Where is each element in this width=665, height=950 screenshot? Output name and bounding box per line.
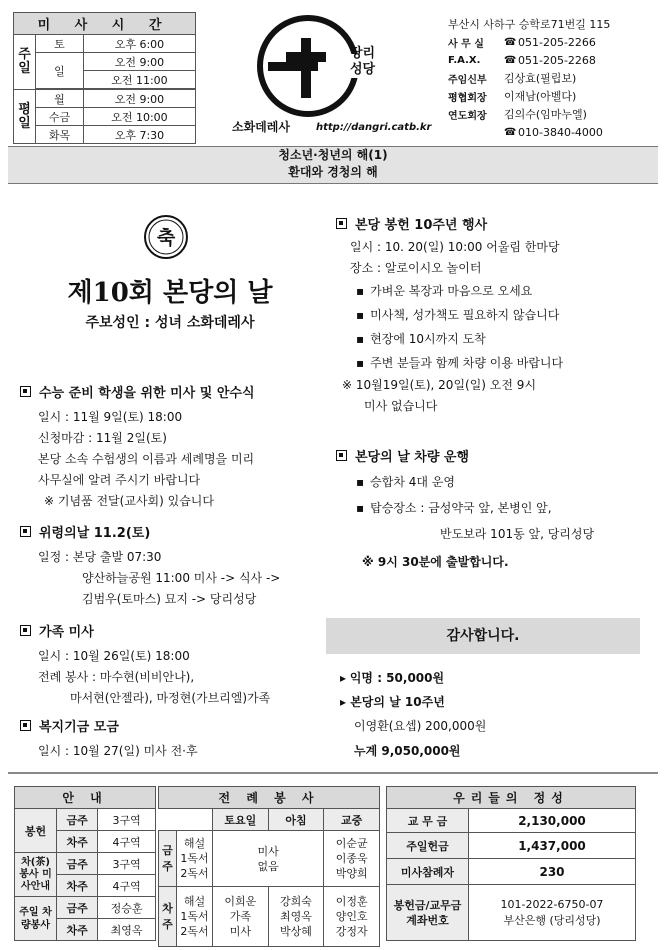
text-line: 일정 : 본당 출발 07:30 (38, 550, 162, 564)
mass-day: 일 (36, 53, 84, 89)
thanks-total: 누계 9,050,000원 (354, 744, 461, 758)
phone-icon: ☎ (504, 126, 517, 138)
parish-url[interactable]: http://dangri.catb.kr (316, 122, 432, 133)
mass-day: 토 (36, 35, 84, 53)
phone-icon: ☎ (504, 36, 517, 48)
liturgy-title: 전 례 봉 사 (159, 787, 380, 809)
logo-text: 소화데레사 (232, 120, 290, 134)
mass-day: 수금 (36, 108, 84, 126)
sunday-label: 주 일 (14, 35, 36, 90)
section-bullet-icon (336, 450, 347, 461)
row-next-week: 차주 (159, 887, 177, 947)
role-labels: 해설 1독서 2독서 (177, 831, 213, 887)
text-line: ※ 10월19일(토), 20일(일) 오전 9시 (342, 378, 537, 392)
bullet-item: ▪ 승합차 4대 운영 (356, 469, 656, 495)
offering-title: 우리들의 정성 (387, 787, 636, 809)
section-title: 복지기금 모금 (20, 716, 330, 735)
guide-week: 차주 (57, 875, 98, 897)
guide-value: 4구역 (98, 875, 156, 897)
text-line: 본당 소속 수험생의 이름과 세례명을 미리 (38, 452, 255, 466)
saturday-assignment: 미사 없음 (213, 831, 324, 887)
section-bullet-icon (336, 218, 347, 229)
parish-logo (228, 14, 428, 134)
mass-schedule-title: 미 사 시 간 (14, 13, 196, 35)
col-morning: 아침 (268, 809, 324, 831)
thanks-heading: 감사합니다. (326, 618, 640, 654)
school-assignment: 이순균 이종욱 박양희 (324, 831, 380, 887)
row-this-week: 금주 (159, 831, 177, 887)
text-line: 일시 : 11월 9일(토) 18:00 (38, 410, 183, 424)
section-title: 수능 준비 학생을 위한 미사 및 안수식 (20, 382, 320, 401)
guide-value: 3구역 (98, 853, 156, 875)
guide-week: 금주 (57, 853, 98, 875)
section-bullet-icon (20, 526, 31, 537)
thanks-list (340, 666, 640, 764)
office-label: 사 무 실 (448, 38, 484, 50)
text-line: 일시 : 10월 26일(토) 18:00 (38, 649, 190, 663)
offering-value: 1,437,000 (469, 833, 636, 859)
col-school: 교중 (324, 809, 380, 831)
offering-value: 2,130,000 (469, 809, 636, 833)
guide-group: 차(茶) 봉사 미사안내 (15, 853, 57, 897)
phone-icon: ☎ (504, 54, 517, 66)
mass-day: 월 (36, 90, 84, 108)
council-name: 이재남(아벨다) (504, 90, 577, 103)
bullet-item: ▪ 가벼운 복장과 마음으로 오세요 (350, 279, 656, 303)
guide-value: 4구역 (98, 831, 156, 853)
school-assignment: 이정훈 양인호 강정자 (324, 887, 380, 947)
guide-week: 금주 (57, 897, 98, 919)
section-bullet-icon (20, 386, 31, 397)
guide-value: 정승훈 (98, 897, 156, 919)
guide-table (14, 786, 156, 941)
mass-time: 오후 7:30 (83, 126, 195, 144)
offering-table (386, 786, 636, 941)
morning-assignment: 강희숙 최영옥 박상혜 (268, 887, 324, 947)
section-bullet-icon (20, 720, 31, 731)
text-line: 전례 봉사 : 마수현(비비안나), (38, 670, 195, 684)
thanks-item: 이영환(요셉) 200,000원 (354, 719, 487, 733)
section-title: 가족 미사 (20, 621, 330, 640)
mass-time: 오후 6:00 (83, 35, 195, 53)
thanks-item: ▸ 익명 : 50,000원 (340, 666, 640, 690)
svg-text:축: 축 (156, 227, 176, 249)
account-label: 봉헌금/교무금 계좌번호 (387, 885, 469, 941)
text-line: 양산하늘공원 11:00 미사 -> 식사 -> (82, 571, 281, 585)
bullet-item: ▪ 탑승장소 : 금성약국 앞, 본병인 앞, (356, 495, 656, 521)
logo-name-2: 성당 (350, 62, 376, 77)
council-label: 평협회장 (448, 92, 487, 104)
bullet-item: ▪ 주변 분들과 함께 차량 이용 바랍니다 (350, 351, 656, 375)
address: 부산시 사하구 승학로71번길 115 (448, 18, 611, 31)
text-line: ※ 기념품 전달(교사회) 있습니다 (44, 494, 214, 508)
mass-time: 오전 9:00 (83, 53, 195, 71)
liturgy-table (158, 786, 380, 947)
section-shuttle (336, 446, 656, 577)
text-line: 사무실에 알려 주시기 바랍니다 (38, 473, 201, 487)
text-line: 김범우(토마스) 묘지 -> 당리성당 (82, 592, 257, 606)
youth-label: 연도회장 (448, 110, 487, 122)
youth-name: 김의수(임마누엘) (504, 108, 587, 121)
account-value: 101-2022-6750-07 부산은행 (당리성당) (469, 885, 636, 941)
section-title: 본당의 날 차량 운행 (336, 446, 656, 465)
fax-number: 051-205-2268 (518, 53, 596, 67)
section-bullet-icon (20, 625, 31, 636)
offering-label: 교 무 금 (387, 809, 469, 833)
guide-week: 차주 (57, 919, 98, 941)
guide-week: 차주 (57, 831, 98, 853)
feast-patron: 주보성인 : 성녀 소화데레사 (85, 315, 255, 331)
text-line: 장소 : 알로이시오 놀이터 (350, 261, 482, 275)
section-family-mass (20, 621, 330, 709)
thanks-item: ▸ 본당의 날 10주년 (340, 690, 640, 714)
text-line: 미사 없습니다 (364, 399, 438, 413)
mass-time: 오전 9:00 (83, 90, 195, 108)
bullet-item: ▪ 현장에 10시까지 도착 (350, 327, 656, 351)
departure-note: ※ 9시 30분에 출발합니다. (362, 555, 509, 569)
offering-value: 230 (469, 859, 636, 885)
section-10th-anniversary (336, 214, 656, 417)
guide-week: 금주 (57, 809, 98, 831)
guide-group: 주일 차량봉사 (15, 897, 57, 941)
fax-label: F.A.X. (448, 54, 481, 66)
text-line: 신청마감 : 11월 2일(토) (38, 431, 167, 445)
bullet-item: ▪ 미사책, 성가책도 필요하지 않습니다 (350, 303, 656, 327)
guide-value: 최영옥 (98, 919, 156, 941)
section-title: 위령의날 11.2(토) (20, 522, 330, 541)
saturday-assignment: 이희운 가족 미사 (213, 887, 269, 947)
text-line: 반도보라 101동 앞, 당리성당 (440, 527, 595, 541)
theme-banner (8, 146, 658, 184)
mass-schedule-table (13, 12, 196, 144)
celebration-emblem-icon (143, 214, 189, 260)
banner-line-1: 청소년·청년의 해(1) (278, 148, 388, 162)
banner-line-2: 환대와 경청의 해 (288, 165, 378, 179)
section-welfare-fund (20, 716, 330, 762)
feast-title: 제10회 본당의 날 (67, 278, 273, 308)
contact-block (448, 15, 658, 141)
section-all-souls (20, 522, 330, 610)
text-line: 일시 : 10. 20(일) 10:00 어울림 한마당 (350, 240, 560, 254)
mass-time: 오전 10:00 (83, 108, 195, 126)
section-title: 본당 봉헌 10주년 행사 (336, 214, 656, 233)
guide-title: 안 내 (15, 787, 156, 809)
divider (8, 772, 658, 774)
guide-value: 3구역 (98, 809, 156, 831)
weekday-label: 평 일 (14, 90, 36, 144)
section-exam-mass (20, 382, 320, 512)
logo-name-1: 당리 (350, 46, 376, 61)
mass-day: 화목 (36, 126, 84, 144)
col-saturday: 토요일 (213, 809, 269, 831)
guide-group: 봉헌 (15, 809, 57, 853)
text-line: 일시 : 10월 27(일) 미사 전·후 (38, 744, 198, 758)
mass-time: 오전 11:00 (83, 71, 195, 89)
pastor-name: 김상효(필립보) (504, 72, 577, 85)
office-phone: 051-205-2266 (518, 35, 596, 49)
text-line: 마서현(안젤라), 마정현(가브리엘)가족 (70, 691, 271, 705)
youth-phone: 010-3840-4000 (518, 125, 603, 139)
offering-label: 미사참례자 (387, 859, 469, 885)
role-labels: 해설 1독서 2독서 (177, 887, 213, 947)
pastor-label: 주임신부 (448, 74, 487, 86)
offering-label: 주일헌금 (387, 833, 469, 859)
